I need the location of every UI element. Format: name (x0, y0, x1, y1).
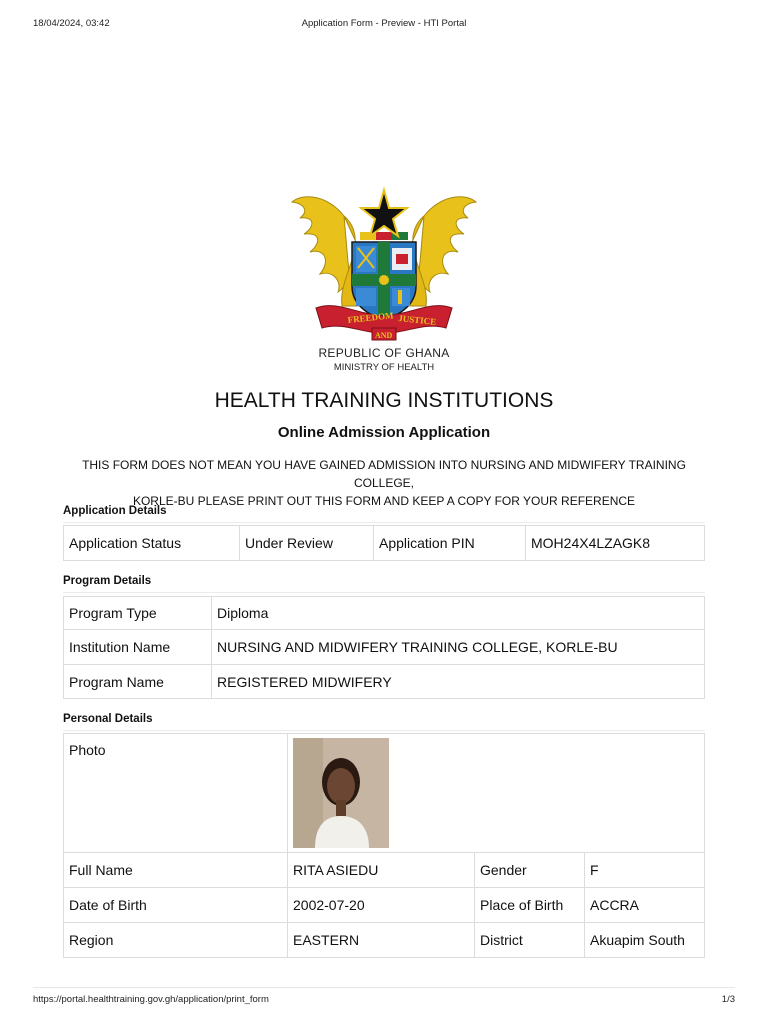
table-row (64, 923, 705, 958)
pob-label: Place of Birth (475, 888, 585, 923)
footer-divider (33, 987, 735, 988)
district-value: Akuapim South (585, 923, 705, 958)
print-datetime: 18/04/2024, 03:42 (33, 18, 110, 29)
applicant-portrait-icon (293, 738, 389, 848)
district-label: District (475, 923, 585, 958)
application-status-label: Application Status (64, 526, 240, 561)
application-details-table (63, 525, 705, 561)
table-row (64, 665, 705, 699)
photo-label: Photo (64, 734, 288, 853)
motto-freedom: FREEDOM (347, 310, 394, 325)
dob-value: 2002-07-20 (288, 888, 475, 923)
table-row (64, 888, 705, 923)
section-title-program-details: Program Details (63, 575, 152, 587)
gender-label: Gender (475, 853, 585, 888)
page-subtitle: Online Admission Application (277, 424, 491, 441)
program-type-value: Diploma (212, 597, 705, 630)
application-pin-label: Application PIN (374, 526, 526, 561)
section-divider (63, 522, 705, 523)
program-type-label: Program Type (64, 597, 212, 630)
table-row (64, 526, 705, 561)
region-value: EASTERN (288, 923, 475, 958)
institution-name-label: Institution Name (64, 630, 212, 665)
dob-label: Date of Birth (64, 888, 288, 923)
application-pin-value: MOH24X4LZAGK8 (526, 526, 705, 561)
print-url: https://portal.healthtraining.gov.gh/application/print_form (33, 994, 269, 1005)
program-name-label: Program Name (64, 665, 212, 699)
section-divider (63, 730, 705, 731)
institution-name-value: NURSING AND MIDWIFERY TRAINING COLLEGE, KORLE-BU (212, 630, 705, 665)
personal-details-table (63, 733, 705, 958)
print-page-title: Application Form - Preview - HTI Portal (301, 18, 467, 29)
program-name-value: REGISTERED MIDWIFERY (212, 665, 705, 699)
republic-name: REPUBLIC OF GHANA (318, 346, 450, 360)
motto-and: AND (375, 331, 393, 340)
table-row (64, 630, 705, 665)
full-name-value: RITA ASIEDU (288, 853, 475, 888)
ministry-name: MINISTRY OF HEALTH (333, 362, 435, 373)
motto-justice: JUSTICE (397, 313, 437, 327)
region-label: Region (64, 923, 288, 958)
full-name-label: Full Name (64, 853, 288, 888)
applicant-photo (293, 738, 389, 848)
notice-line-2: KORLE-BU PLEASE PRINT OUT THIS FORM AND KEEP A COPY FOR YOUR REFERENCE (132, 494, 636, 508)
notice-line-1: THIS FORM DOES NOT MEAN YOU HAVE GAINED ADMISSION INTO NURSING AND MIDWIFERY TRAINING COLLEGE, (82, 458, 686, 490)
gender-value: F (585, 853, 705, 888)
photo-cell (288, 734, 705, 853)
table-row (64, 597, 705, 630)
page-number: 1/3 (721, 994, 735, 1005)
application-status-value: Under Review (240, 526, 374, 561)
section-title-application-details: Application Details (63, 505, 167, 517)
ghana-coat-of-arms-icon (286, 182, 482, 344)
pob-value: ACCRA (585, 888, 705, 923)
page-title: HEALTH TRAINING INSTITUTIONS (214, 389, 554, 412)
table-row (64, 853, 705, 888)
section-title-personal-details: Personal Details (63, 713, 153, 725)
program-details-table (63, 596, 705, 699)
table-row (64, 734, 705, 853)
section-divider (63, 592, 705, 593)
admission-notice (55, 456, 713, 510)
